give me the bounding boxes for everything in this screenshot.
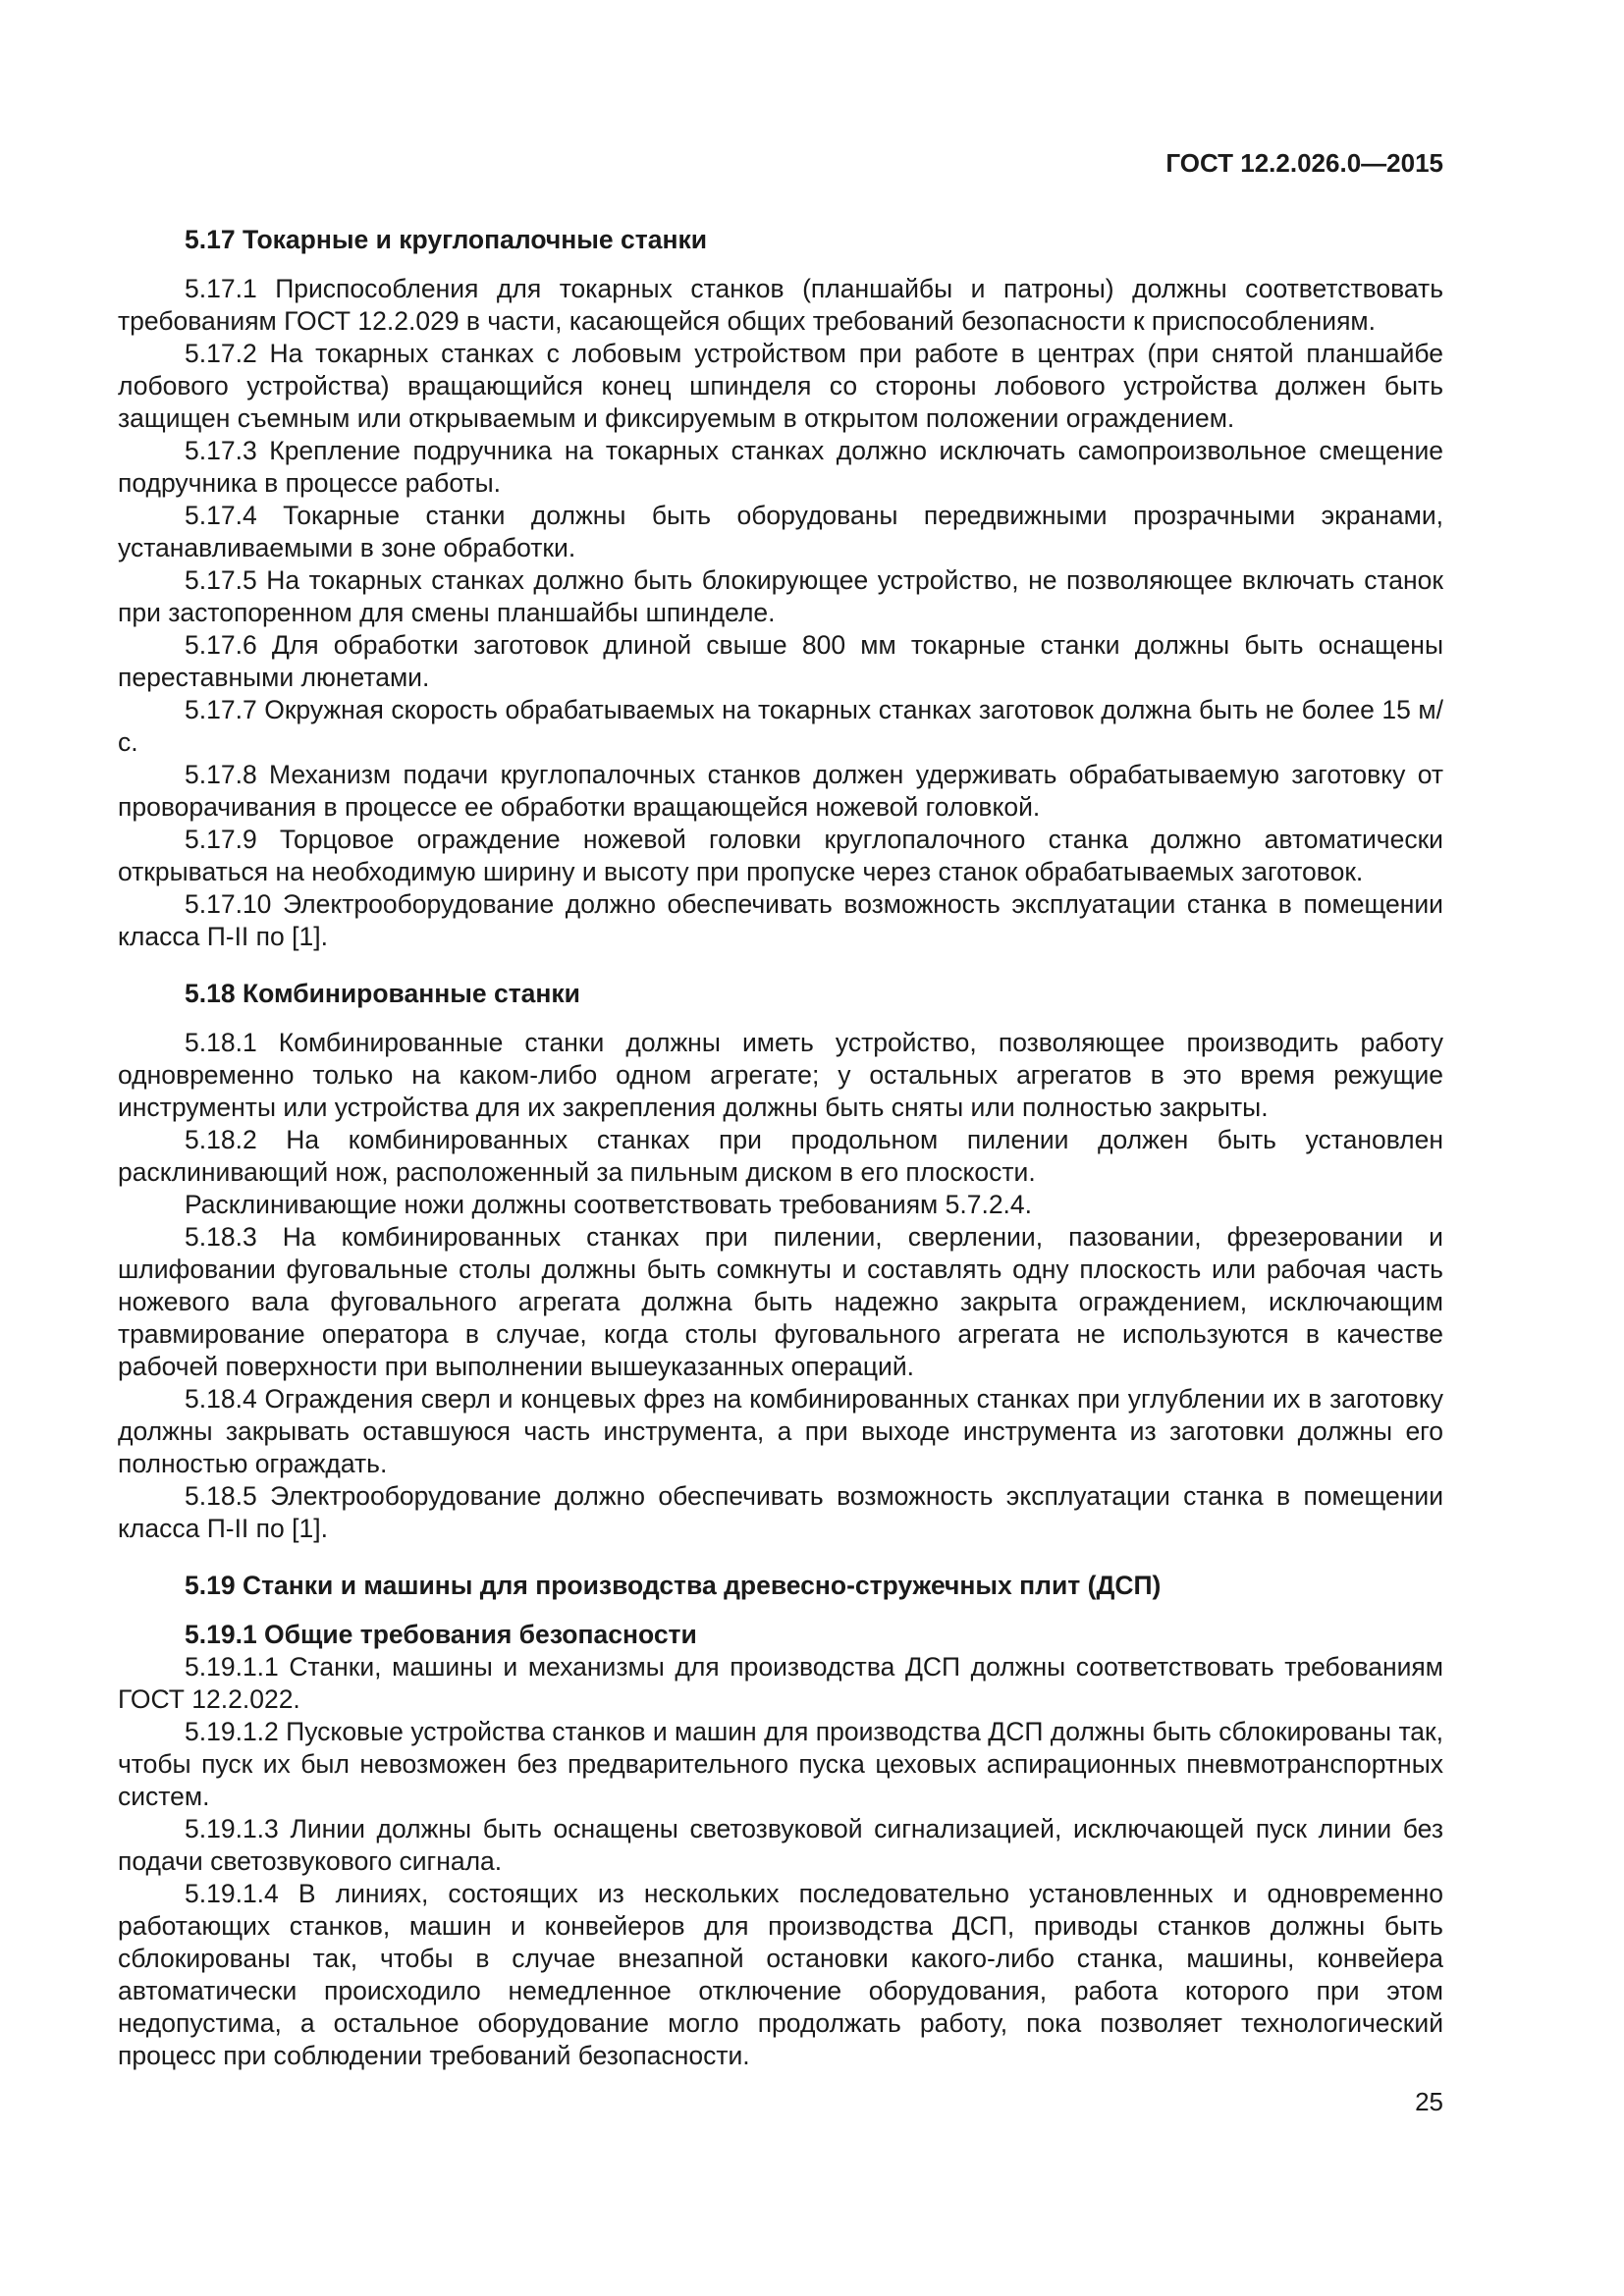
document-code: ГОСТ 12.2.026.0—2015 xyxy=(1165,148,1443,178)
paragraph: 5.17.4 Токарные станки должны быть оборудованы передвижными прозрачными экранами, устанавливаемыми в зоне обработки. xyxy=(118,501,1443,562)
paragraph: 5.18.2 На комбинированных станках при продольном пилении должен быть установлен расклинивающий нож, расположенный за пильным диском в его плоскости. xyxy=(118,1125,1443,1187)
paragraph: 5.18.5 Электрооборудование должно обеспечивать возможность эксплуатации станка в помещении класса П-II по [1]. xyxy=(118,1481,1443,1543)
paragraph: 5.17.6 Для обработки заготовок длиной свыше 800 мм токарные станки должны быть оснащены переставными люнетами. xyxy=(118,630,1443,692)
paragraph: 5.17.2 На токарных станках с лобовым устройством при работе в центрах (при снятой планшайбе лобового устройства) вращающийся конец шпинделя со стороны лобового устройства должен быть защищен съемным или открываемым и фиксируемым в открытом положении ограждением. xyxy=(118,339,1443,433)
paragraph: 5.19.1.1 Станки, машины и механизмы для производства ДСП должны соответствовать требованиям ГОСТ 12.2.022. xyxy=(118,1652,1443,1714)
section-heading: 5.19 Станки и машины для производства древесно-стружечных плит (ДСП) xyxy=(185,1571,1162,1600)
paragraph: 5.18.1 Комбинированные станки должны иметь устройство, позволяющее производить работу одновременно только на каком-либо одном агрегате; у остальных агрегатов в это время режущие инструменты или устройства для их закрепления должны быть сняты или полностью закрыты. xyxy=(118,1028,1443,1122)
paragraph: 5.19.1.2 Пусковые устройства станков и машин для производства ДСП должны быть сблокированы так, чтобы пуск их был невозможен без предварительного пуска цеховых аспирационных пневмотранспортных систем. xyxy=(118,1717,1443,1811)
paragraph: 5.19.1.3 Линии должны быть оснащены светозвуковой сигнализацией, исключающей пуск линии без подачи светозвукового сигнала. xyxy=(118,1814,1443,1876)
paragraph: 5.17.7 Окружная скорость обрабатываемых на токарных станках заготовок должна быть не более 15 м/с. xyxy=(118,695,1443,757)
subsection-heading: 5.19.1 Общие требования безопасности xyxy=(185,1620,697,1649)
paragraph: Расклинивающие ножи должны соответствовать требованиям 5.7.2.4. xyxy=(185,1190,1033,1219)
paragraph: 5.17.1 Приспособления для токарных станков (планшайбы и патроны) должны соответствовать требованиям ГОСТ 12.2.029 в части, касающейся общих требований безопасности к приспособлениям. xyxy=(118,274,1443,336)
paragraph: 5.17.10 Электрооборудование должно обеспечивать возможность эксплуатации станка в помещении класса П-II по [1]. xyxy=(118,889,1443,951)
section-heading: 5.17 Токарные и круглопалочные станки xyxy=(185,225,708,254)
document-body xyxy=(118,224,1443,2072)
paragraph: 5.17.8 Механизм подачи круглопалочных станков должен удерживать обрабатываемую заготовку от проворачивания в процессе ее обработки вращающейся ножевой головкой. xyxy=(118,760,1443,822)
section-heading: 5.18 Комбинированные станки xyxy=(185,979,580,1008)
paragraph: 5.17.3 Крепление подручника на токарных станках должно исключать самопроизвольное смещение подручника в процессе работы. xyxy=(118,436,1443,498)
paragraph: 5.18.3 На комбинированных станках при пилении, сверлении, пазовании, фрезеровании и шлифовании фуговальные столы должны быть сомкнуты и составлять одну плоскость или рабочая часть ножевого вала фуговального агрегата должна быть надежно закрыта ограждением, исключающим травмирование оператора в случае, когда столы фуговального агрегата не используются в качестве рабочей поверхности при выполнении вышеуказанных операций. xyxy=(118,1222,1443,1381)
paragraph: 5.17.5 На токарных станках должно быть блокирующее устройство, не позволяющее включать станок при застопоренном для смены планшайбы шпинделе. xyxy=(118,565,1443,627)
paragraph: 5.19.1.4 В линиях, состоящих из нескольких последовательно установленных и одновременно работающих станков, машин и конвейеров для производства ДСП, приводы станков должны быть сблокированы так, чтобы в случае внезапной остановки какого-либо станка, машины, конвейера автоматически происходило немедленное отключение оборудования, работа которого при этом недопустима, а остальное оборудование могло продолжать работу, пока позволяет технологический процесс при соблюдении требований безопасности. xyxy=(118,1879,1443,2070)
page-number: 25 xyxy=(1415,2087,1443,2116)
paragraph: 5.18.4 Ограждения сверл и концевых фрез на комбинированных станках при углублении их в заготовку должны закрывать оставшуюся часть инструмента, а при выходе инструмента из заготовки должны его полностью ограждать. xyxy=(118,1384,1443,1478)
paragraph: 5.17.9 Торцовое ограждение ножевой головки круглопалочного станка должно автоматически открываться на необходимую ширину и высоту при пропуске через станок обрабатываемых заготовок. xyxy=(118,825,1443,886)
